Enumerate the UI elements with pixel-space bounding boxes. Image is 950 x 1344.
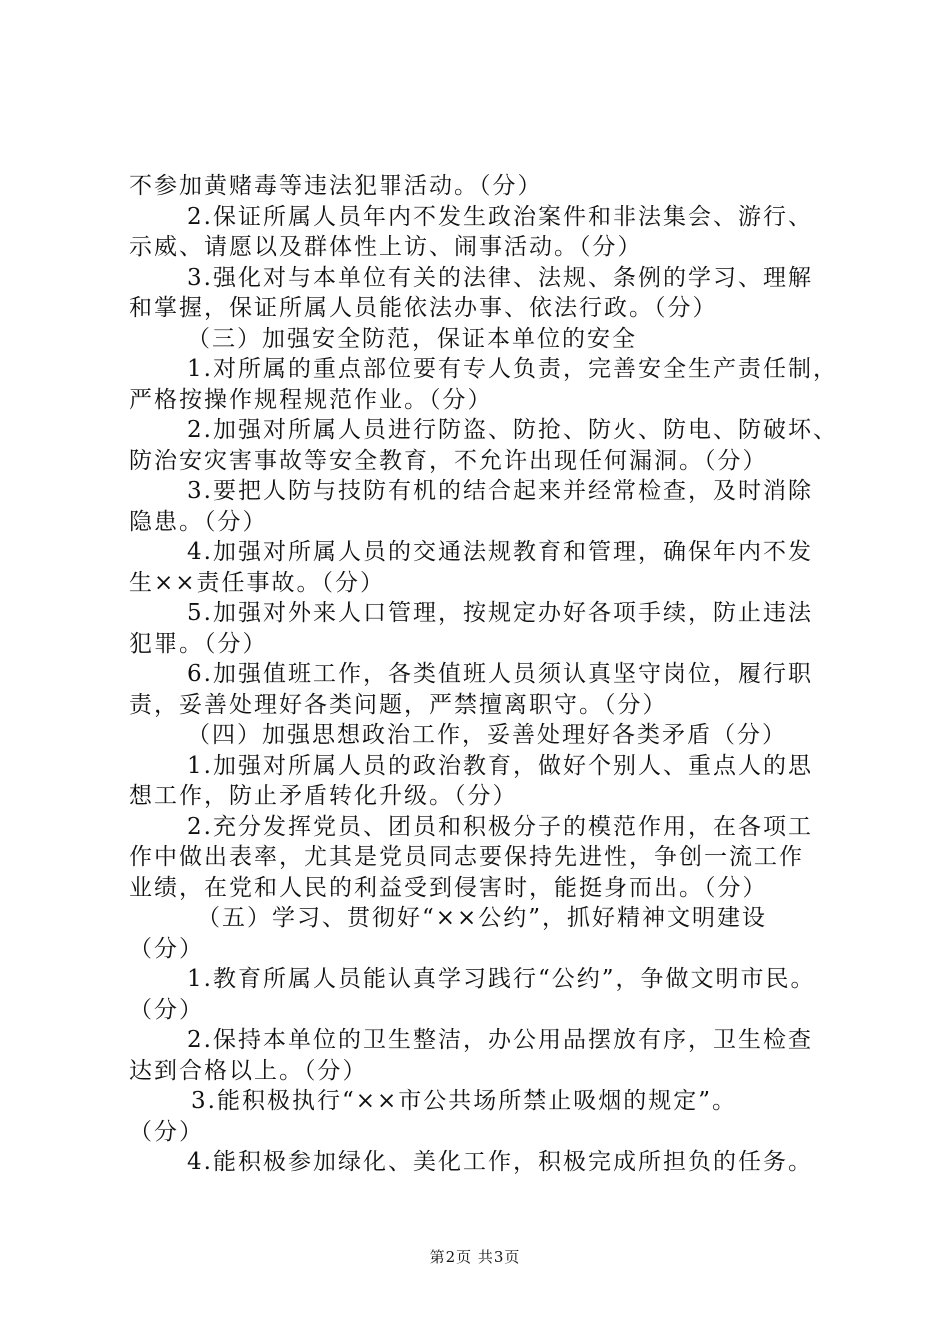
- text-line: 2.保持本单位的卫生整洁，办公用品摆放有序，卫生检查: [187, 1027, 813, 1053]
- text-line: 犯罪。（分）: [129, 630, 268, 657]
- text-line: 1.加强对所属人员的政治教育，做好个别人、重点人的思: [187, 752, 813, 779]
- text-line: 3.要把人防与技防有机的结合起来并经常检查，及时消除: [187, 478, 813, 504]
- text-line: 隐患。（分）: [129, 508, 268, 535]
- section-heading: （四）加强思想政治工作，妥善处理好各类矛盾（分）: [187, 722, 787, 748]
- section-heading: （三）加强安全防范，保证本单位的安全: [187, 325, 637, 352]
- text-line: （分）: [129, 935, 204, 962]
- text-line: 想工作，防止矛盾转化升级。（分）: [129, 783, 518, 809]
- text-line: 业绩，在党和人民的利益受到侵害时，能挺身而出。（分）: [129, 874, 768, 901]
- text-line: 2.加强对所属人员进行防盗、防抢、防火、防电、防破坏、: [187, 417, 838, 443]
- text-line: 4.能积极参加绿化、美化工作，积极完成所担负的任务。: [187, 1149, 813, 1175]
- text-line: 达到合格以上。（分）: [129, 1057, 368, 1084]
- section-heading: （五）学习、贯彻好“××公约”，抓好精神文明建设: [197, 905, 768, 931]
- text-line: 3.强化对与本单位有关的法律、法规、条例的学习、理解: [187, 264, 813, 291]
- text-line: 作中做出表率，尤其是党员同志要保持先进性，争创一流工作: [129, 844, 804, 870]
- text-line: 2.保证所属人员年内不发生政治案件和非法集会、游行、: [187, 203, 813, 230]
- text-line: 1.对所属的重点部位要有专人负责，完善安全生产责任制，: [187, 356, 838, 382]
- text-line: 4.加强对所属人员的交通法规教育和管理，确保年内不发: [187, 539, 813, 565]
- text-line: （分）: [129, 1118, 204, 1145]
- text-line: 1.教育所属人员能认真学习践行“公约”，争做文明市民。: [187, 966, 816, 992]
- text-line: 生××责任事故。（分）: [129, 569, 386, 596]
- text-line: 防治安灾害事故等安全教育，不允许出现任何漏洞。（分）: [129, 447, 768, 474]
- text-line: 5.加强对外来人口管理，按规定办好各项手续，防止违法: [187, 600, 813, 626]
- page-footer: 第2页 共3页: [429, 1248, 521, 1266]
- text-line: 6.加强值班工作，各类值班人员须认真坚守岗位，履行职: [187, 661, 813, 687]
- text-line: 示威、请愿以及群体性上访、闹事活动。（分）: [129, 234, 643, 260]
- text-line: 严格按操作规程规范作业。（分）: [129, 386, 493, 413]
- document-body: [129, 171, 857, 1178]
- text-line: 2.充分发挥党员、团员和积极分子的模范作用，在各项工: [187, 813, 813, 840]
- text-line: （分）: [129, 996, 204, 1023]
- text-line: 和掌握，保证所属人员能依法办事、依法行政。（分）: [129, 295, 718, 321]
- text-line: 不参加黄赌毒等违法犯罪活动。（分）: [129, 173, 543, 199]
- text-line: 3.能积极执行“××市公共场所禁止吸烟的规定”。: [191, 1088, 738, 1114]
- text-line: 责，妥善处理好各类问题，严禁擅离职守。（分）: [129, 691, 668, 718]
